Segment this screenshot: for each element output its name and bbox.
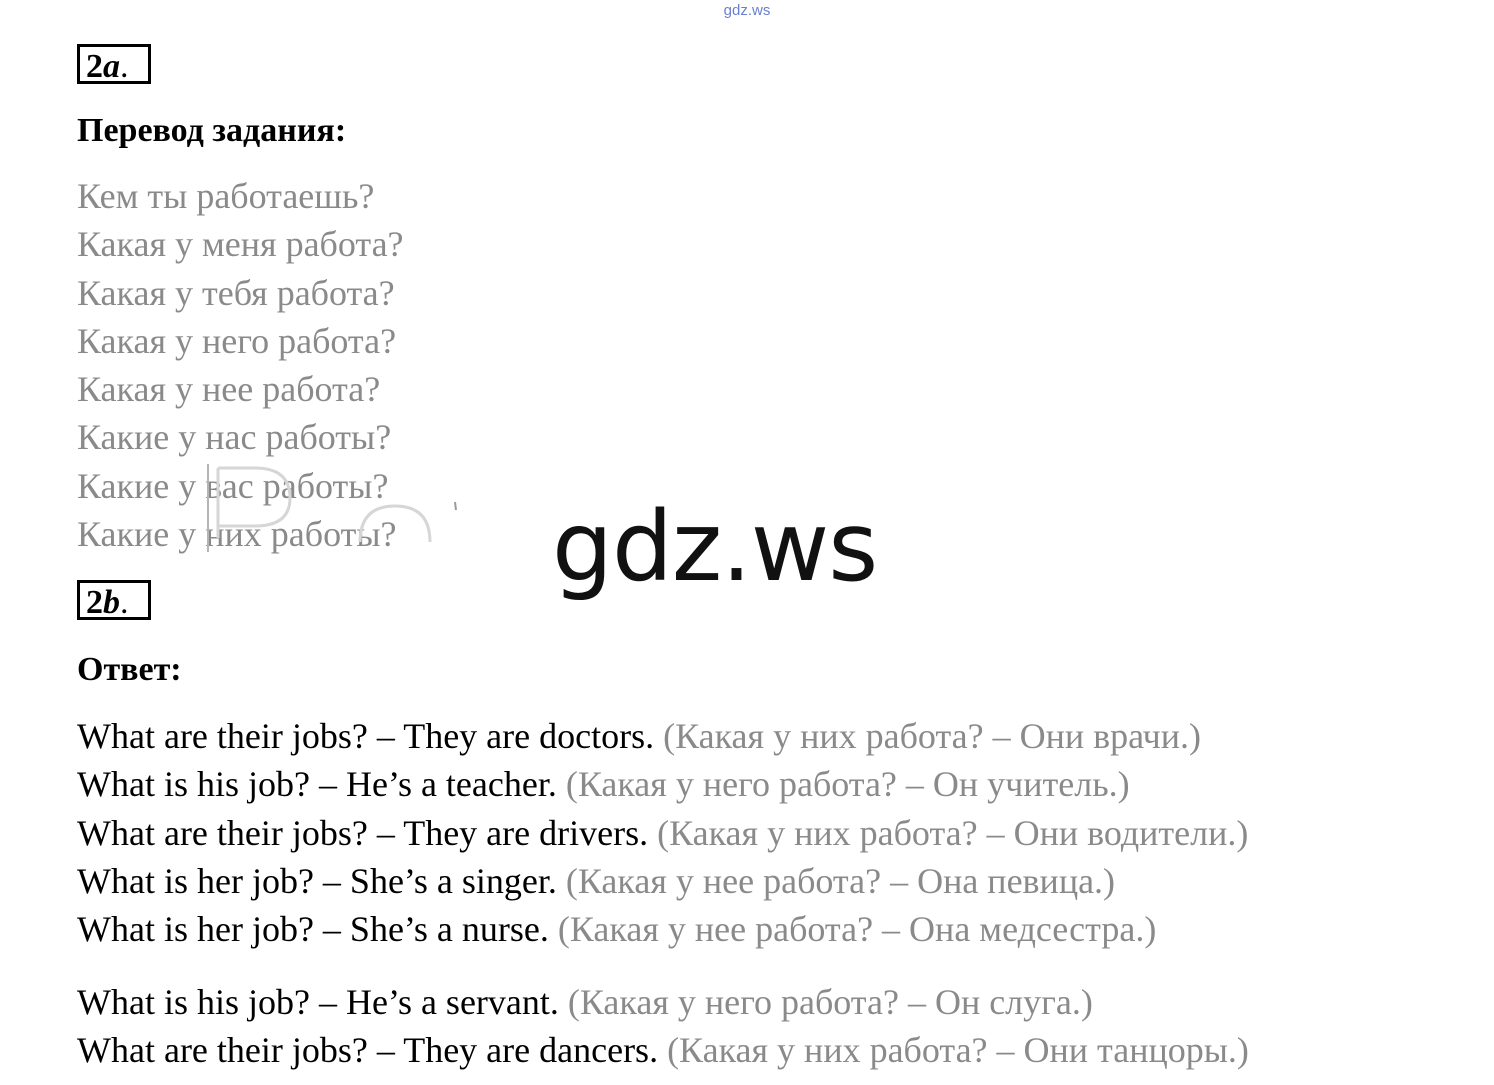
exercise-label-2b [77, 580, 151, 620]
faint-logo-watermark [200, 458, 470, 558]
answer-line [77, 905, 1248, 953]
answer-line [77, 712, 1248, 760]
top-watermark: gdz.ws [723, 2, 771, 19]
translation-line: Какая у него работа? [77, 320, 397, 361]
translation-line: Кем ты работаешь? [77, 176, 375, 216]
exercise-letter: a [103, 48, 120, 85]
translation-line: Какие у них работы? [77, 514, 397, 555]
translation-line: Какая у меня работа? [77, 224, 404, 265]
answer-russian: (Какая у него работа? – Он учитель.) [565, 764, 1130, 805]
answer-english: What are their jobs? – They are drivers. [77, 812, 649, 853]
answer-english: What is his job? – He’s a servant. [77, 982, 559, 1022]
answer-russian: (Какая у него работа? – Он слуга.) [567, 982, 1093, 1022]
exercise-dot: . [120, 48, 129, 85]
answer-english: What is his job? – He’s a teacher. [77, 764, 557, 805]
exercise-number: 2 [86, 48, 103, 85]
answer-line [77, 809, 1248, 857]
answer-english: What are their jobs? – They are doctors. [77, 716, 655, 756]
answer-line [77, 1026, 1249, 1074]
translation-line: Какая у тебя работа? [77, 272, 395, 313]
answer-english: What are their jobs? – They are dancers. [77, 1030, 659, 1071]
answer-english: What is her job? – She’s a nurse. [77, 909, 549, 950]
answer-russian: (Какая у них работа? – Они врачи.) [663, 716, 1201, 756]
exercise-number: 2 [86, 584, 103, 621]
center-watermark: gdz.ws [552, 491, 878, 603]
answer-list [77, 978, 1249, 1075]
answer-line [77, 857, 1248, 905]
answer-list [77, 712, 1248, 953]
task-translation-heading: Перевод задания: [77, 112, 347, 149]
answer-line [77, 978, 1249, 1026]
answer-russian: (Какая у нее работа? – Она певица.) [565, 860, 1116, 901]
exercise-letter: b [103, 584, 120, 621]
translation-line: Какие у вас работы? [77, 465, 389, 506]
answer-english: What is her job? – She’s a singer. [77, 860, 557, 901]
answer-russian: (Какая у них работа? – Они танцоры.) [667, 1030, 1249, 1071]
translation-line: Какая у нее работа? [77, 369, 381, 410]
exercise-label-2a [77, 44, 151, 84]
answer-line [77, 760, 1248, 808]
answer-russian: (Какая у них работа? – Они водители.) [657, 812, 1249, 853]
answer-russian: (Какая у нее работа? – Она медсестра.) [557, 909, 1157, 950]
exercise-dot: . [120, 584, 129, 621]
answer-heading: Ответ: [77, 651, 182, 688]
translation-line: Какие у нас работы? [77, 417, 392, 458]
